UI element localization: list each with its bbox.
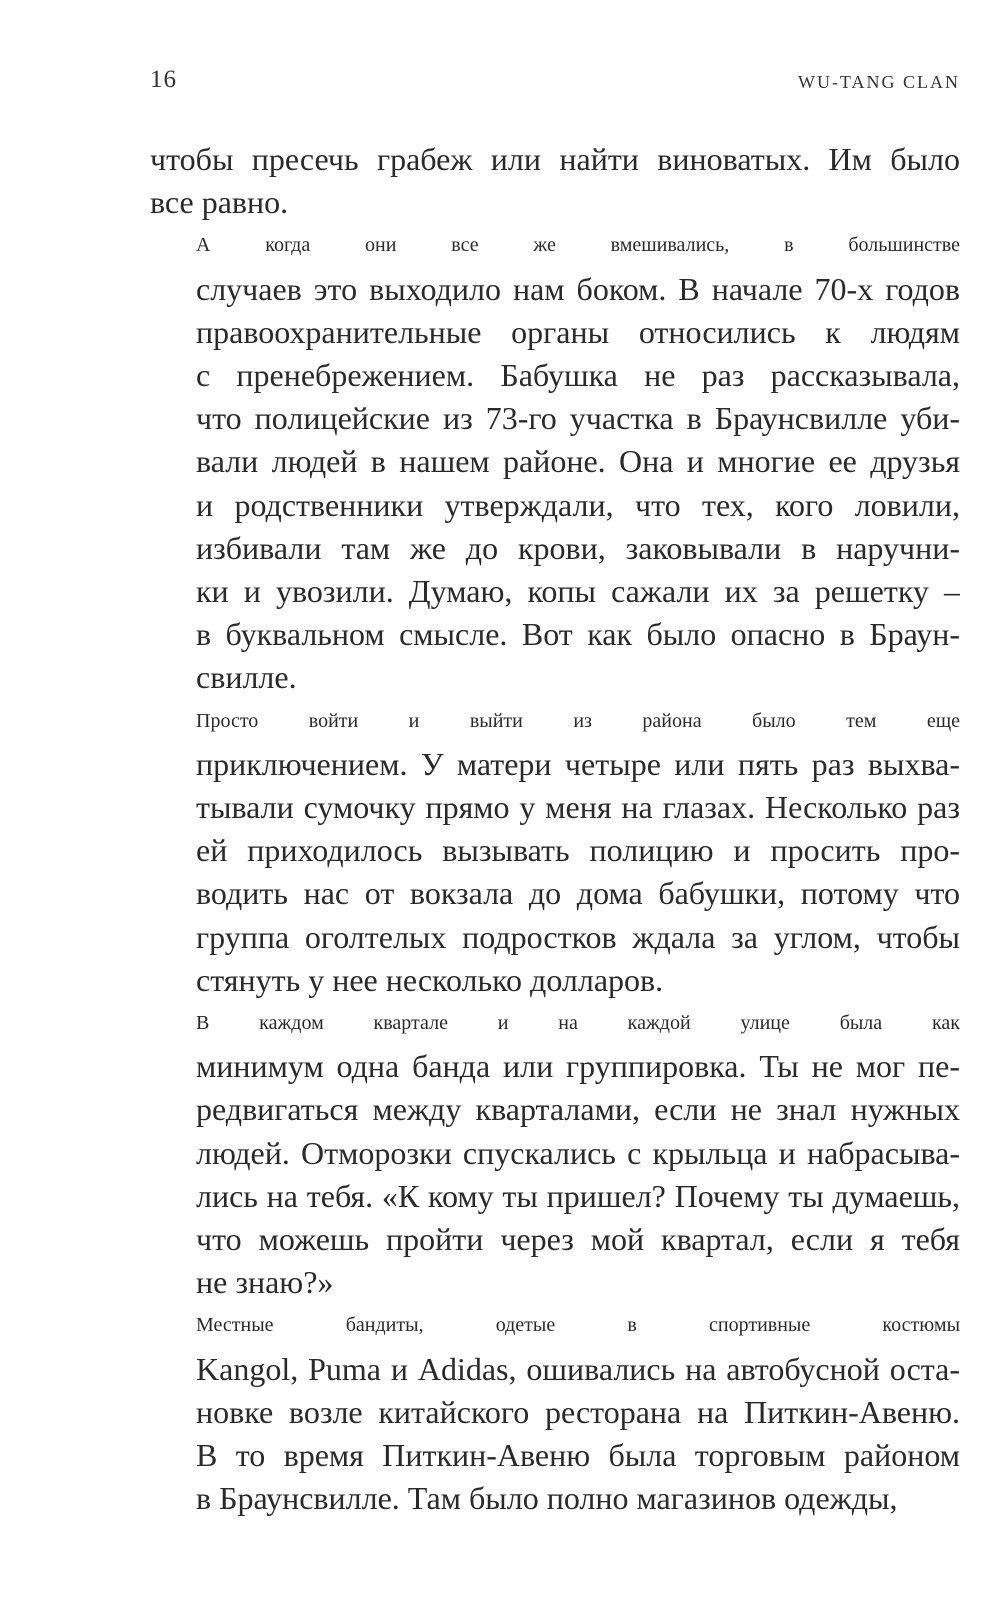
text-line: Местные бандиты, одетые в спортивные костюмы bbox=[196, 1314, 960, 1337]
text-line: чтобы пресечь грабеж или найти виноватых. Им было bbox=[150, 141, 960, 177]
text-line: новке возле китайского ресторана на Питкин-Авеню. bbox=[196, 1393, 960, 1430]
page-header bbox=[150, 66, 960, 106]
paragraph bbox=[150, 700, 960, 1002]
paragraph bbox=[150, 1304, 960, 1520]
text-line: с пренебрежением. Бабушка не раз рассказывала, bbox=[196, 357, 960, 394]
paragraph bbox=[150, 138, 960, 224]
text-line: Kangol, Puma и Adidas, ошивались на автобусной оста- bbox=[196, 1350, 960, 1387]
text-line: людей. Отморозки спускались с крыльца и набрасыва- bbox=[196, 1134, 960, 1171]
text-line: водить нас от вокзала до дома бабушки, потому что bbox=[196, 875, 960, 912]
text-line: все равно. bbox=[150, 184, 289, 221]
text-line: в Браунсвилле. Там было полно магазинов одежды, bbox=[196, 1480, 898, 1517]
text-line: приключением. У матери четыре или пять раз выхва- bbox=[196, 745, 960, 782]
text-line: правоохранительные органы относились к людям bbox=[196, 313, 960, 350]
text-line: редвигаться между кварталами, если не знал нужных bbox=[196, 1091, 960, 1128]
paragraph bbox=[150, 224, 960, 699]
text-line: что можешь пройти через мой квартал, если я тебя bbox=[196, 1221, 960, 1258]
text-line: и родственники утверждали, что тех, кого ловили, bbox=[196, 486, 960, 523]
text-line: ей приходилось вызывать полицию и просить про- bbox=[196, 832, 960, 869]
text-line: ки и увозили. Думаю, копы сажали их за решетку – bbox=[196, 573, 960, 610]
text-line: В то время Питкин-Авеню была торговым районом bbox=[196, 1437, 960, 1474]
text-line: не знаю?» bbox=[196, 1264, 334, 1301]
text-line: избивали там же до крови, заковывали в наручни- bbox=[196, 529, 960, 566]
page-number: 16 bbox=[150, 66, 177, 93]
text-line: свилле. bbox=[196, 659, 297, 696]
paragraph bbox=[150, 1002, 960, 1304]
text-line: Просто войти и выйти из района было тем еще bbox=[196, 709, 960, 732]
text-line: стянуть у нее несколько долларов. bbox=[196, 961, 664, 998]
text-line: в буквальном смысле. Вот как было опасно в Браун- bbox=[196, 616, 960, 653]
body-text bbox=[150, 138, 960, 1521]
text-line: лись на тебя. «К кому ты пришел? Почему ты думаешь, bbox=[196, 1177, 960, 1214]
text-line: что полицейские из 73-го участка в Браунсвилле уби- bbox=[196, 400, 960, 437]
text-line: вали людей в нашем районе. Она и многие ее друзья bbox=[196, 443, 960, 480]
text-line: В каждом квартале и на каждой улице была как bbox=[196, 1012, 960, 1035]
text-line: тывали сумочку прямо у меня на глазах. Несколько раз bbox=[196, 789, 960, 826]
running-head: WU-TANG CLAN bbox=[797, 72, 960, 92]
text-line: А когда они все же вмешивались, в большинстве bbox=[196, 234, 960, 257]
text-line: группа оголтелых подростков ждала за углом, чтобы bbox=[196, 918, 960, 955]
text-line: случаев это выходило нам боком. В начале 70-х годов bbox=[196, 270, 960, 307]
text-line: минимум одна банда или группировка. Ты не мог пе- bbox=[196, 1048, 960, 1085]
